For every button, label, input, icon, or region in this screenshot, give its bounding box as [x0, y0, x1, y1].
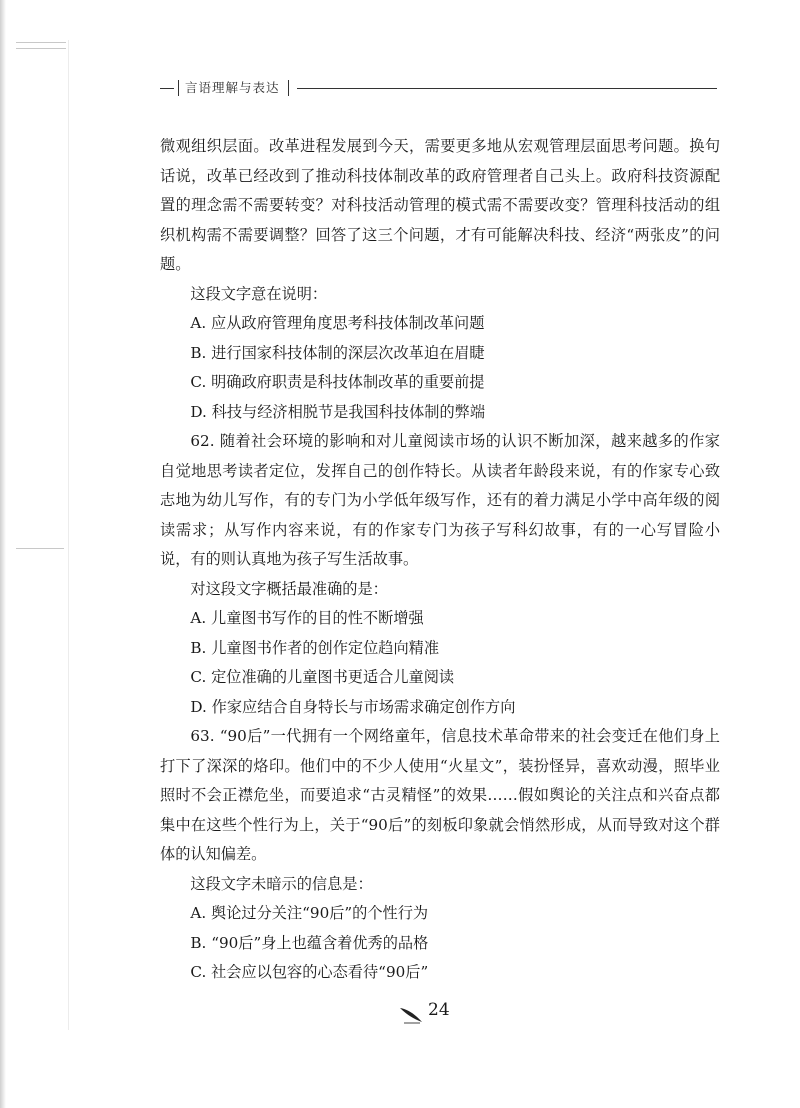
question-62-prompt: 对这段文字概括最准确的是： — [190, 579, 388, 598]
option-61-a: A. 应从政府管理角度思考科技体制改革问题 — [190, 314, 485, 332]
margin-line — [68, 40, 69, 1030]
passage-61-continuation: 微观组织层面。改革进程发展到今天，需要更多地从宏观管理层面思考问题。换句话说，改革已经改到了推动科技体制改革的政府管理者自己头上。政府科技资源配置的理念需不需要转变？对科技活动管理的模式需不需要改变？管理科技活动的组织机构需不需要调整？回答了这三个问题，才有可能解决科技、经济“两张皮”的问题。 — [160, 137, 720, 273]
header-lead-line — [160, 88, 174, 89]
section-title: 言语理解与表达 — [185, 80, 280, 95]
option-61-d: D. 科技与经济相脱节是我国科技体制的弊端 — [190, 402, 486, 421]
option-63-c: C. 社会应以包容的心态看待“90后” — [190, 963, 429, 981]
running-header — [160, 78, 720, 100]
option-61-c: C. 明确政府职责是科技体制改革的重要前提 — [190, 373, 485, 391]
header-bar-left — [178, 80, 179, 96]
header-rule — [297, 88, 717, 89]
question-61-prompt: 这段文字意在说明： — [190, 284, 328, 303]
question-62-passage: 62. 随着社会环境的影响和对儿童阅读市场的认识不断加深，越来越多的作家自觉地思考读者定位，发挥自己的创作特长。从读者年龄段来说，有的作家专心致志地为幼儿写作，有的专门为小学低年级写作，还有的着力满足小学中高年级的阅读需求；从写作内容来说，有的作家专门为孩子写科幻故事，有的一心写冒险小说，有的则认真地为孩子写生活故事。 — [160, 432, 720, 568]
option-62-a: A. 儿童图书写作的目的性不断增强 — [190, 609, 424, 627]
margin-mark — [16, 48, 66, 49]
question-63-passage: 63. “90后”一代拥有一个网络童年，信息技术革命带来的社会变迁在他们身上打下了深深的烙印。他们中的不少人使用“火星文”，装扮怪异，喜欢动漫，照毕业照时不会正襟危坐，而要追求“古灵精怪”的效果……假如舆论的关注点和兴奋点都集中在这些个性行为上，关于“90后”的刻板印象就会悄然形成，从而导致对这个群体的认知偏差。 — [160, 727, 720, 863]
option-62-b: B. 儿童图书作者的创作定位趋向精准 — [190, 638, 440, 657]
margin-mark — [16, 42, 66, 43]
quill-icon — [398, 1006, 424, 1026]
option-61-b: B. 进行国家科技体制的深层次改革迫在眉睫 — [190, 343, 485, 362]
question-63-prompt: 这段文字未暗示的信息是： — [190, 874, 373, 893]
page-content — [160, 132, 720, 988]
option-62-d: D. 作家应结合自身特长与市场需求确定创作方向 — [190, 697, 516, 716]
header-bar-right — [288, 80, 289, 96]
scan-edge — [0, 0, 6, 1108]
option-62-c: C. 定位准确的儿童图书更适合儿童阅读 — [190, 668, 455, 686]
option-63-a: A. 舆论过分关注“90后”的个性行为 — [190, 904, 429, 922]
margin-mark — [16, 548, 64, 549]
page-number: 24 — [428, 1000, 450, 1020]
option-63-b: B. “90后”身上也蕴含着优秀的品格 — [190, 933, 429, 952]
